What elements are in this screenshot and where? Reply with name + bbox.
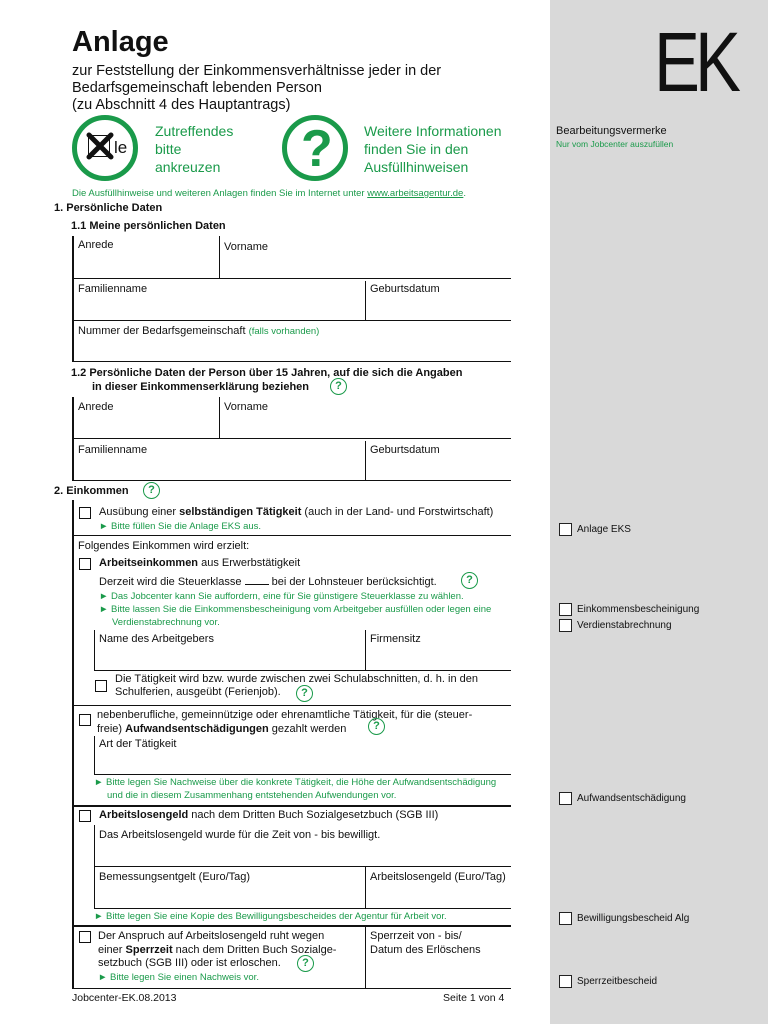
sperrzeit-label: Der Anspruch auf Arbeitslosengeld ruht wegen einer Sperrzeit nach dem Dritten Buch Sozialge- setzbuch (SGB III) oder ist erloschen. — [98, 930, 337, 969]
art-der-taetigkeit-label: Art der Tätigkeit — [99, 738, 177, 750]
vorname-field[interactable] — [222, 255, 510, 277]
arbeitseinkommen-label: Arbeitseinkommen aus Erwerbstätigkeit — [99, 557, 301, 569]
ferienjob-checkbox[interactable] — [95, 680, 107, 692]
arbeitslosengeld-label: Arbeitslosengeld nach dem Dritten Buch Sozialgesetzbuch (SGB III) — [99, 809, 439, 821]
sperrzeit-hint: ► Bitte legen Sie einen Nachweis vor. — [98, 972, 259, 983]
info-question-icon[interactable]: ? — [368, 718, 385, 735]
familienname-label: Familienname — [78, 283, 148, 295]
folgendes-einkommen-label: Folgendes Einkommen wird erzielt: — [78, 540, 250, 552]
sidebar-checkbox-sperrzeitbescheid[interactable] — [559, 975, 572, 988]
sidebar-title: Bearbeitungsvermerke — [556, 125, 667, 137]
info-question-icon[interactable]: ? — [297, 955, 314, 972]
form-code: EK — [654, 15, 737, 109]
sidebar-label: Aufwandsentschädigung — [577, 793, 686, 804]
person-anrede-field[interactable] — [74, 414, 218, 436]
footer-form-id: Jobcenter-EK.08.2013 — [72, 992, 177, 1004]
page-subtitle: zur Feststellung der Einkommensverhältnisse jeder in der Bedarfsgemeinschaft lebenden Person (zu Abschnitt 4 des Hauptantrags) — [72, 63, 442, 113]
vorname-label: Vorname — [224, 401, 269, 413]
aufwandsentschaedigung-checkbox[interactable] — [79, 714, 91, 726]
aufwandsentschaedigung-label: nebenberufliche, gemeinnützige oder ehrenamtliche Tätigkeit, für die (steuer- freie) Aufwandsentschädigungen gezahlt werden — [97, 709, 473, 735]
alg-tagessatz-field[interactable] — [368, 886, 510, 906]
einkommensbescheinigung-hint: ► Bitte lassen Sie die Einkommensbescheinigung vom Arbeitgeber ausfüllen oder legen eine Verdienstabrechnung vor. — [99, 604, 492, 628]
geburtsdatum-field[interactable] — [368, 296, 510, 318]
firmensitz-label: Firmensitz — [370, 633, 421, 645]
info-question-icon[interactable]: ? — [330, 378, 347, 395]
section-2-heading: 2. Einkommen — [54, 485, 129, 497]
info-question-icon: ? — [282, 115, 348, 181]
bewilligung-hint: ► Bitte legen Sie eine Kopie des Bewilligungsbescheides der Agentur für Arbeit vor. — [94, 911, 447, 922]
art-der-taetigkeit-field[interactable] — [96, 752, 510, 772]
selbstaendig-checkbox[interactable] — [79, 507, 91, 519]
alg-tagessatz-label: Arbeitslosengeld (Euro/Tag) — [370, 871, 506, 883]
info-hint-text: Weitere Informationen finden Sie in den Ausfüllhinweisen — [364, 123, 502, 175]
sidebar-checkbox-bewilligungsbescheid[interactable] — [559, 912, 572, 925]
arbeitslosengeld-checkbox[interactable] — [79, 810, 91, 822]
sidebar-label: Anlage EKS — [577, 524, 631, 535]
internet-link[interactable]: www.arbeitsagentur.de — [367, 188, 464, 199]
section-1-2-heading: 1.2 Persönliche Daten der Person über 15 Jahren, auf die sich die Angaben in dieser Einkommenserklärung beziehen — [71, 367, 463, 393]
cross-icon — [86, 132, 114, 160]
anrede-label: Anrede — [78, 239, 114, 251]
bemessungsentgelt-field[interactable] — [96, 886, 364, 906]
internet-note: Die Ausfüllhinweise und weiteren Anlagen finden Sie im Internet unter www.arbeitsagentur.de. — [72, 188, 466, 199]
sperrzeit-datum-label: Sperrzeit von - bis/ Datum des Erlöschens — [370, 930, 481, 956]
geburtsdatum-label: Geburtsdatum — [370, 283, 440, 295]
ferienjob-label: Die Tätigkeit wird bzw. wurde zwischen zwei Schulabschnitten, d. h. in den Schulferien, ausgeübt (Ferienjob). — [115, 673, 478, 698]
selbstaendig-label: Ausübung einer selbständigen Tätigkeit (auch in der Land- und Forstwirtschaft) — [99, 506, 494, 518]
sidebar-checkbox-aufwandsentschaedigung[interactable] — [559, 792, 572, 805]
check-hint-text: Zutreffendes bitte ankreuzen — [155, 123, 234, 175]
sidebar-label: Einkommensbescheinigung — [577, 604, 700, 615]
sidebar-label: Verdienstabrechnung — [577, 620, 672, 631]
sidebar-label: Bewilligungsbescheid Alg — [577, 913, 690, 924]
sperrzeit-datum-field[interactable] — [368, 960, 510, 986]
sidebar-checkbox-einkommensbescheinigung[interactable] — [559, 603, 572, 616]
person-vorname-field[interactable] — [222, 414, 510, 436]
processing-sidebar — [550, 0, 768, 1024]
alg-zeitraum-label: Das Arbeitslosengeld wurde für die Zeit von - bis bewilligt. — [99, 829, 381, 841]
arbeitgeber-label: Name des Arbeitgebers — [99, 633, 214, 645]
steuerklasse-text: Derzeit wird die Steuerklasse bei der Lohnsteuer berücksichtigt. — [99, 576, 437, 588]
info-question-icon[interactable]: ? — [296, 685, 313, 702]
sidebar-subtitle: Nur vom Jobcenter auszufüllen — [556, 139, 674, 149]
info-question-icon[interactable]: ? — [143, 482, 160, 499]
bg-number-field[interactable] — [74, 338, 510, 360]
alg-zeitraum-field[interactable] — [96, 843, 510, 865]
steuerklasse-input[interactable] — [245, 574, 269, 585]
vorname-label: Vorname — [224, 241, 269, 253]
checkbox-hint-icon — [72, 115, 138, 181]
anrede-field[interactable] — [72, 250, 218, 276]
bg-number-label: Nummer der Bedarfsgemeinschaft (falls vorhanden) — [78, 325, 320, 337]
arbeitseinkommen-checkbox[interactable] — [79, 558, 91, 570]
person-geburtsdatum-field[interactable] — [368, 457, 510, 479]
footer-page-number: Seite 1 von 4 — [443, 992, 505, 1004]
firmensitz-field[interactable] — [368, 648, 510, 668]
section-1-heading: 1. Persönliche Daten — [54, 202, 163, 214]
check-icon-label: le — [114, 138, 128, 157]
section-1-1-heading: 1.1 Meine persönlichen Daten — [71, 220, 226, 232]
geburtsdatum-label: Geburtsdatum — [370, 444, 440, 456]
bemessungsentgelt-label: Bemessungsentgelt (Euro/Tag) — [99, 871, 251, 883]
info-question-icon[interactable]: ? — [461, 572, 478, 589]
sidebar-label: Sperrzeitbescheid — [577, 976, 658, 987]
selbstaendig-hint: ► Bitte füllen Sie die Anlage EKS aus. — [99, 521, 262, 532]
steuerklasse-hint: ► Das Jobcenter kann Sie auffordern, eine für Sie günstigere Steuerklasse zu wählen. — [99, 591, 464, 602]
aufwand-hint: ► Bitte legen Sie Nachweise über die konkrete Tätigkeit, die Höhe der Aufwandsentschädigung und die in diesem Zusammenhang entstehenden Aufwendungen vor. — [94, 777, 497, 801]
familienname-label: Familienname — [78, 444, 148, 456]
arbeitgeber-field[interactable] — [96, 648, 364, 668]
familienname-field[interactable] — [74, 296, 364, 318]
anrede-label: Anrede — [78, 401, 114, 413]
sidebar-checkbox-anlage-eks[interactable] — [559, 523, 572, 536]
person-familienname-field[interactable] — [74, 457, 364, 479]
sperrzeit-checkbox[interactable] — [79, 931, 91, 943]
sidebar-checkbox-verdienstabrechnung[interactable] — [559, 619, 572, 632]
page-title: Anlage — [72, 26, 169, 58]
